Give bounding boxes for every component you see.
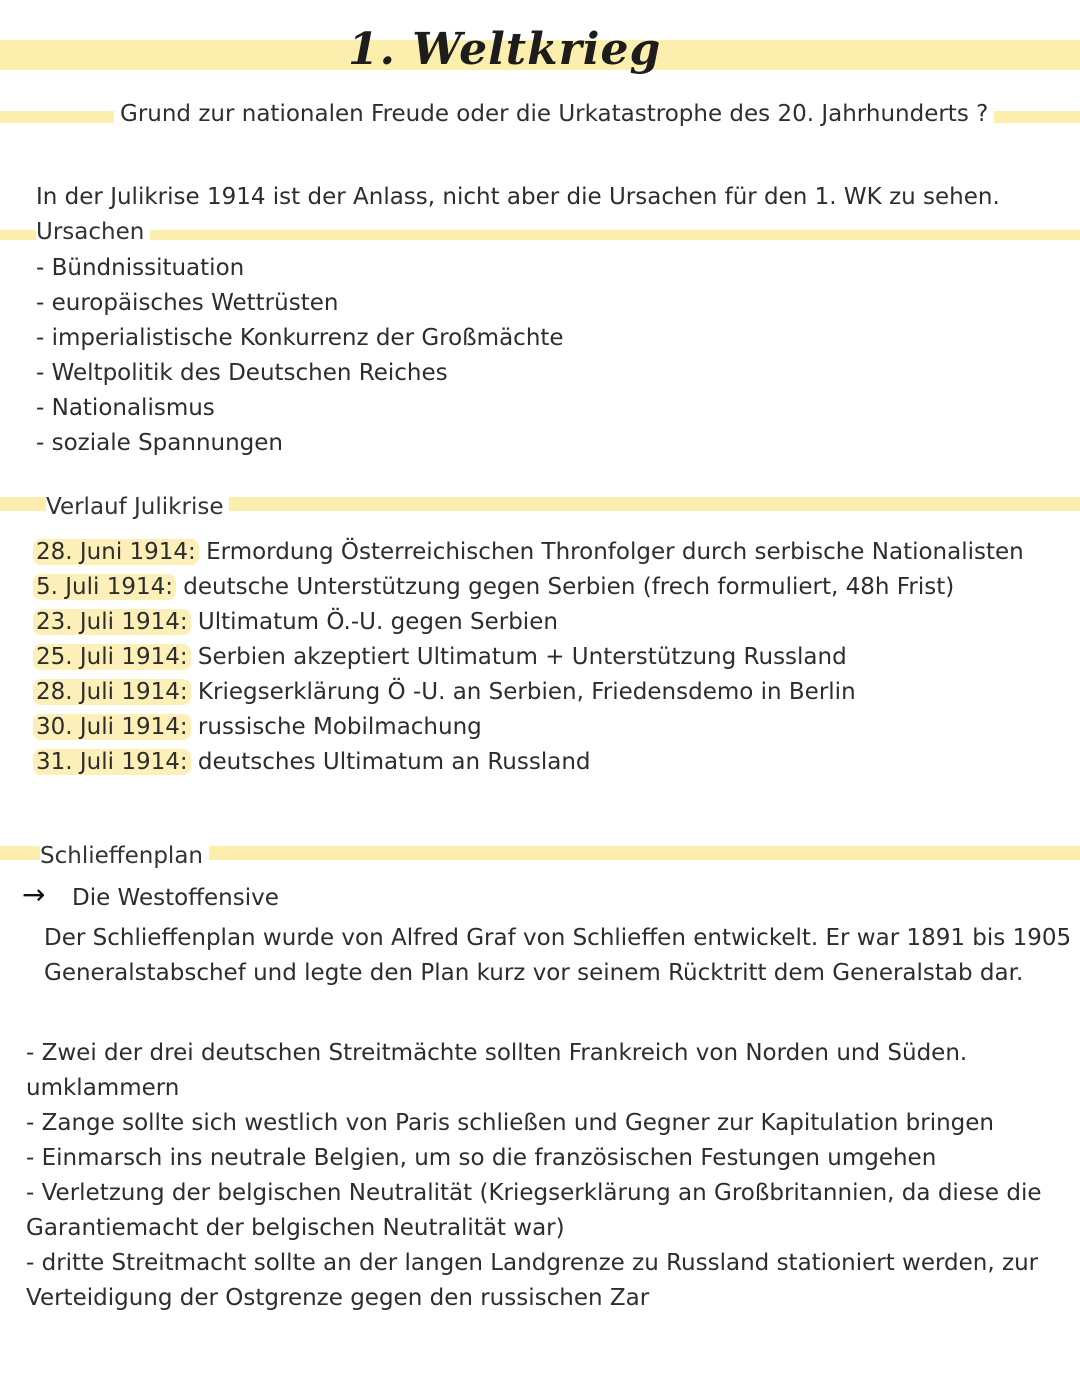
timeline-text: deutsche Unterstützung gegen Serbien (frech formuliert, 48h Frist): [176, 574, 955, 600]
schlieffen-heading: Schlieffenplan: [40, 839, 209, 874]
timeline-text: Ultimatum Ö.-U. gegen Serbien: [190, 609, 558, 635]
timeline-text: Kriegserklärung Ö -U. an Serbien, Friedensdemo in Berlin: [190, 679, 856, 705]
julikrise-timeline: [36, 535, 1024, 780]
page-subtitle: Grund zur nationalen Freude oder die Urkatastrophe des 20. Jahrhunderts ?: [114, 101, 994, 127]
list-item: - Einmarsch ins neutrale Belgien, um so die französischen Festungen umgehen: [26, 1145, 937, 1171]
timeline-date: 30. Juli 1914:: [33, 714, 191, 740]
timeline-row: [36, 570, 1024, 605]
list-item: - Nationalismus: [36, 395, 215, 421]
ursachen-highlight-bar: [0, 230, 1080, 240]
timeline-date: 23. Juli 1914:: [33, 609, 191, 635]
arrow-right-icon: →: [22, 878, 46, 911]
timeline-date: 28. Juni 1914:: [33, 539, 199, 565]
ursachen-list: [36, 251, 564, 461]
list-item: - Bündnissituation: [36, 255, 245, 281]
list-item: - soziale Spannungen: [36, 430, 284, 456]
list-item: Garantiemacht der belgischen Neutralität war): [26, 1215, 565, 1241]
list-item: - Verletzung der belgischen Neutralität (Kriegserklärung an Großbritannien, da diese die: [26, 1180, 1042, 1206]
list-item: - Weltpolitik des Deutschen Reiches: [36, 360, 448, 386]
timeline-row: [36, 535, 1024, 570]
timeline-date: 31. Juli 1914:: [33, 749, 191, 775]
timeline-date: 28. Juli 1914:: [33, 679, 191, 705]
schlieffen-subheading: Die Westoffensive: [72, 885, 279, 911]
timeline-row: [36, 640, 1024, 675]
timeline-text: Ermordung Österreichischen Thronfolger durch serbische Nationalisten: [198, 539, 1024, 565]
page-title: 1. Weltkrieg: [348, 24, 662, 75]
timeline-row: [36, 745, 1024, 780]
paragraph-line: Der Schlieffenplan wurde von Alfred Graf von Schlieffen entwickelt. Er war 1891 bis 1905: [44, 925, 1072, 951]
julikrise-heading: Verlauf Julikrise: [46, 490, 229, 525]
timeline-row: [36, 675, 1024, 710]
timeline-text: deutsches Ultimatum an Russland: [190, 749, 591, 775]
intro-text: In der Julikrise 1914 ist der Anlass, nicht aber die Ursachen für den 1. WK zu sehen.: [36, 184, 1000, 210]
list-item: - imperialistische Konkurrenz der Großmächte: [36, 325, 564, 351]
timeline-row: [36, 710, 1024, 745]
list-item: Verteidigung der Ostgrenze gegen den russischen Zar: [26, 1285, 650, 1311]
list-item: - europäisches Wettrüsten: [36, 290, 339, 316]
timeline-text: Serbien akzeptiert Ultimatum + Unterstützung Russland: [190, 644, 847, 670]
ursachen-heading: Ursachen: [36, 215, 150, 250]
timeline-row: [36, 605, 1024, 640]
paragraph-line: Generalstabschef und legte den Plan kurz vor seinem Rücktritt dem Generalstab dar.: [44, 960, 1024, 986]
list-item: - Zange sollte sich westlich von Paris schließen und Gegner zur Kapitulation bringen: [26, 1110, 995, 1136]
schlieffen-points: [26, 1036, 1042, 1316]
list-item: - Zwei der drei deutschen Streitmächte sollten Frankreich von Norden und Süden.: [26, 1040, 968, 1066]
timeline-date: 5. Juli 1914:: [33, 574, 176, 600]
timeline-text: russische Mobilmachung: [190, 714, 482, 740]
list-item: umklammern: [26, 1075, 180, 1101]
timeline-date: 25. Juli 1914:: [33, 644, 191, 670]
list-item: - dritte Streitmacht sollte an der langen Landgrenze zu Russland stationiert werden, zur: [26, 1250, 1039, 1276]
schlieffen-description: [44, 921, 1071, 991]
